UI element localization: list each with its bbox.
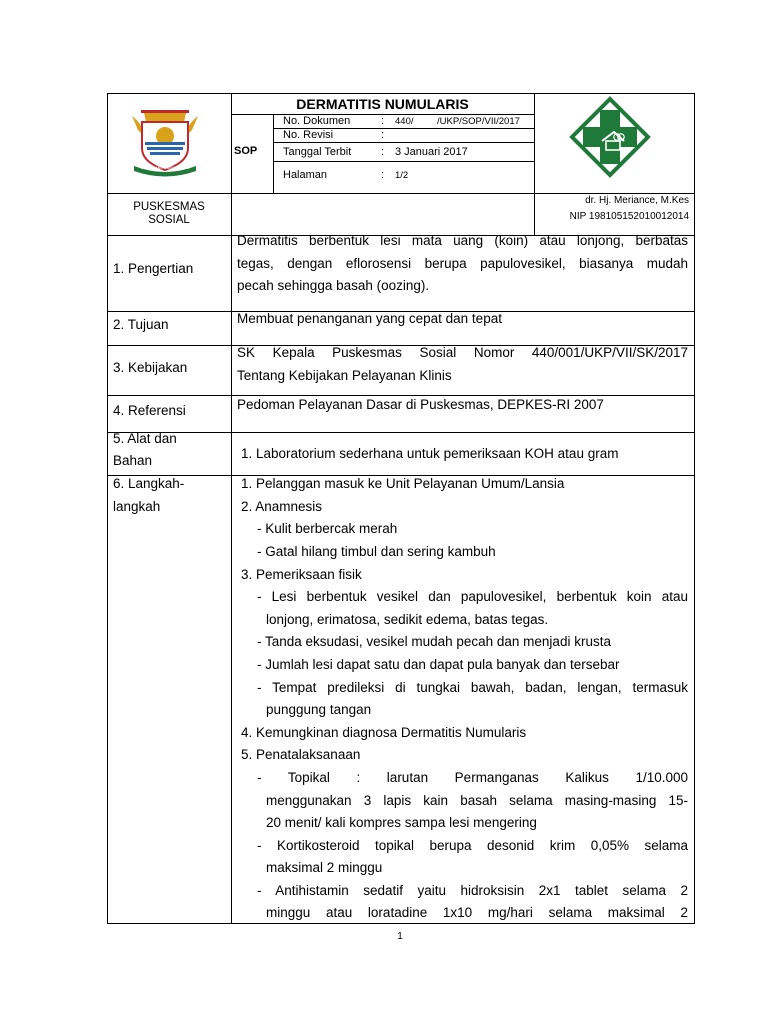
step-5c	[257, 880, 688, 903]
document-title: DERMATITIS NUMULARIS	[296, 96, 469, 112]
field-sep: :	[381, 146, 385, 158]
step-3d	[257, 677, 688, 700]
kebijakan-line: SK Kepala Puskesmas Sosial Nomor 440/001/UKP/VII/SK/2017	[237, 345, 688, 360]
step-5c-line: - Antihistamin sedatif yaitu hidroksisin 2x1 tablet selama 2	[257, 883, 688, 898]
step-3d-line: - Tempat predileksi di tungkai bawah, badan, lengan, termasuk	[257, 680, 688, 695]
field-value-tanggal-terbit: 3 Januari 2017	[395, 146, 468, 158]
left-logo	[124, 100, 206, 178]
pengertian-text	[237, 230, 688, 275]
step-3: 3. Pemeriksaan fisik	[241, 567, 362, 582]
pengertian-line: Dermatitis berbentuk lesi mata uang (koin) atau lonjong, berbatas	[237, 233, 688, 248]
signer-nip: NIP 198105152010012014	[569, 211, 689, 222]
pengertian-line: pecah sehingga basah (oozing).	[237, 278, 430, 293]
field-value-no-dokumen-b: /UKP/SOP/VII/2017	[437, 116, 520, 127]
step-4: 4. Kemungkinan diagnosa Dermatitis Numularis	[241, 725, 527, 740]
step-5: 5. Penatalaksanaan	[241, 747, 361, 762]
step-5c	[266, 902, 688, 925]
step-5a	[257, 767, 688, 790]
field-value-halaman: 1/2	[395, 170, 409, 181]
field-label-tanggal-terbit: Tanggal Terbit	[283, 146, 352, 158]
section-label-tujuan: 2. Tujuan	[113, 317, 169, 332]
referensi-text: Pedoman Pelayanan Dasar di Puskesmas, DEPKES-RI 2007	[237, 397, 604, 412]
kebijakan-text	[237, 342, 688, 365]
field-label-no-revisi: No. Revisi	[283, 129, 334, 141]
step-5c-line: minggu atau loratadine 1x10 mg/hari selama maksimal 2	[266, 905, 688, 920]
signer-name: dr. Hj. Meriance, M.Kes	[585, 195, 689, 206]
logo-motto: PALEMBANG DARUSSALAM	[141, 166, 189, 170]
field-sep: :	[381, 115, 385, 127]
field-label-halaman: Halaman	[283, 169, 328, 181]
field-label-no-dokumen: No. Dokumen	[283, 115, 351, 127]
step-1: 1. Pelanggan masuk ke Unit Pelayanan Umum/Lansia	[241, 476, 565, 491]
section-label-pengertian: 1. Pengertian	[113, 261, 194, 276]
section-label-bahan: Bahan	[113, 453, 153, 468]
step-2a: - Kulit berbercak merah	[257, 521, 398, 536]
kebijakan-line: Tentang Kebijakan Pelayanan Klinis	[237, 368, 452, 383]
field-sep: :	[381, 169, 385, 181]
step-5a-line: menggunakan 3 lapis kain basah selama masing-masing 15-	[266, 793, 688, 808]
step-5b-line: maksimal 2 minggu	[266, 860, 383, 875]
step-3a	[257, 586, 688, 609]
step-5b	[257, 835, 688, 858]
step-3c: - Jumlah lesi dapat satu dan dapat pula banyak dan tersebar	[257, 657, 620, 672]
pengertian-line: tegas, dengan eflorosensi berupa papulovesikel, biasanya mudah	[237, 255, 688, 271]
step-2: 2. Anamnesis	[241, 499, 323, 514]
step-2b: - Gatal hilang timbul dan sering kambuh	[257, 544, 496, 559]
step-5a-line: 20 menit/ kali kompres sampa lesi mengering	[266, 815, 537, 830]
field-sep: :	[381, 129, 385, 141]
field-value-no-dokumen-a: 440/	[395, 116, 414, 127]
org-name-line1: PUSKESMAS	[133, 201, 205, 213]
section-label-kebijakan: 3. Kebijakan	[113, 360, 188, 375]
tujuan-text: Membuat penanganan yang cepat dan tepat	[237, 311, 502, 326]
section-label-alat: 5. Alat dan	[113, 431, 177, 446]
section-label-langkah2: langkah	[113, 499, 161, 514]
step-5a	[266, 790, 688, 813]
step-3d-line: punggung tangan	[266, 702, 372, 717]
org-name-line2: SOSIAL	[148, 214, 190, 226]
alat-text: 1. Laboratorium sederhana untuk pemeriksaan KOH atau gram	[241, 446, 619, 461]
step-5b-line: - Kortikosteroid topikal berupa desonid krim 0,05% selama	[257, 838, 688, 853]
section-label-referensi: 4. Referensi	[113, 403, 186, 418]
step-5a-line: - Topikal : larutan Permanganas Kalikus 1/10.000	[257, 770, 688, 785]
step-3b: - Tanda eksudasi, vesikel mudah pecah dan menjadi krusta	[257, 634, 611, 649]
sop-label: SOP	[234, 145, 258, 157]
step-3a-line: - Lesi berbentuk vesikel dan papulovesikel, berbentuk koin atau	[257, 589, 688, 604]
step-3a-line: lonjong, erimatosa, sedikit edema, batas tegas.	[266, 612, 549, 627]
right-logo	[569, 96, 651, 178]
page-number: 1	[397, 931, 403, 942]
section-label-langkah: 6. Langkah-	[113, 476, 185, 491]
